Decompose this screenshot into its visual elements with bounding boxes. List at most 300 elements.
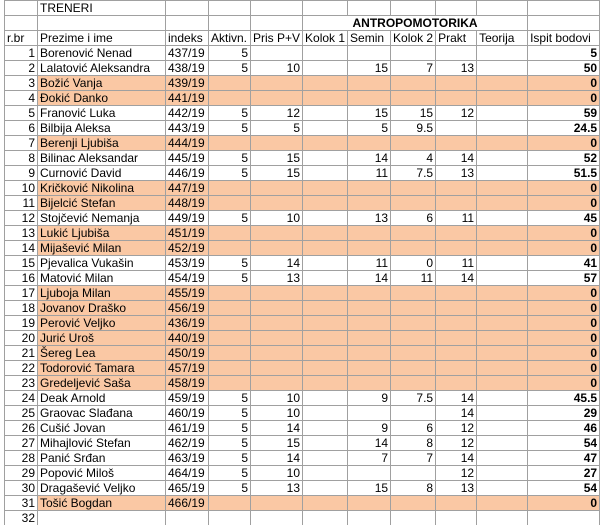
cell-pris[interactable]: [251, 46, 303, 61]
cell-prakt[interactable]: [436, 286, 477, 301]
cell-kolok2[interactable]: 8: [391, 481, 436, 496]
cell-pris[interactable]: 12: [251, 106, 303, 121]
cell-indeks[interactable]: 437/19: [166, 46, 209, 61]
cell-kolok1[interactable]: [303, 211, 348, 226]
cell-kolok2[interactable]: 7: [391, 451, 436, 466]
cell-kolok1[interactable]: [303, 316, 348, 331]
cell-pris[interactable]: [251, 361, 303, 376]
cell-aktivn[interactable]: [209, 346, 251, 361]
cell-indeks[interactable]: 440/19: [166, 331, 209, 346]
cell-name[interactable]: Panić Srđan: [38, 451, 166, 466]
cell[interactable]: [477, 1, 528, 16]
cell[interactable]: [436, 511, 477, 525]
cell-indeks[interactable]: 447/19: [166, 181, 209, 196]
cell-teorija[interactable]: [477, 376, 528, 391]
cell-rbr[interactable]: 22: [5, 361, 38, 376]
cell-name[interactable]: Đokić Danko: [38, 91, 166, 106]
cell-pris[interactable]: [251, 181, 303, 196]
cell-aktivn[interactable]: [209, 226, 251, 241]
cell-indeks[interactable]: 464/19: [166, 466, 209, 481]
cell-semin[interactable]: [348, 76, 391, 91]
cell-kolok1[interactable]: [303, 421, 348, 436]
cell-ispit[interactable]: 54: [528, 436, 600, 451]
cell-indeks[interactable]: 460/19: [166, 406, 209, 421]
cell-name[interactable]: Mijašević Milan: [38, 241, 166, 256]
cell-aktivn[interactable]: 5: [209, 391, 251, 406]
cell-teorija[interactable]: [477, 241, 528, 256]
cell-teorija[interactable]: [477, 331, 528, 346]
cell-indeks[interactable]: 459/19: [166, 391, 209, 406]
cell-kolok1[interactable]: [303, 361, 348, 376]
cell-semin[interactable]: 7: [348, 451, 391, 466]
cell[interactable]: [348, 511, 391, 525]
cell-kolok2[interactable]: 9.5: [391, 121, 436, 136]
cell-ispit[interactable]: 0: [528, 196, 600, 211]
cell-pris[interactable]: [251, 241, 303, 256]
cell-semin[interactable]: 15: [348, 61, 391, 76]
cell-aktivn[interactable]: [209, 316, 251, 331]
cell-teorija[interactable]: [477, 61, 528, 76]
cell-semin[interactable]: 14: [348, 271, 391, 286]
cell[interactable]: [166, 16, 209, 31]
header-prakt[interactable]: Prakt: [436, 31, 477, 46]
cell-aktivn[interactable]: 5: [209, 466, 251, 481]
cell-teorija[interactable]: [477, 136, 528, 151]
cell-prakt[interactable]: [436, 91, 477, 106]
cell-indeks[interactable]: 436/19: [166, 316, 209, 331]
cell-kolok1[interactable]: [303, 136, 348, 151]
cell-prakt[interactable]: 11: [436, 256, 477, 271]
cell-semin[interactable]: [348, 316, 391, 331]
cell-kolok1[interactable]: [303, 331, 348, 346]
cell-kolok1[interactable]: [303, 346, 348, 361]
cell-semin[interactable]: [348, 361, 391, 376]
cell-indeks[interactable]: 438/19: [166, 61, 209, 76]
cell[interactable]: [528, 16, 600, 31]
cell-prakt[interactable]: [436, 196, 477, 211]
cell-semin[interactable]: 9: [348, 421, 391, 436]
cell-kolok1[interactable]: [303, 46, 348, 61]
cell-indeks[interactable]: 439/19: [166, 76, 209, 91]
cell-name[interactable]: Dragašević Veljko: [38, 481, 166, 496]
cell-name[interactable]: Pjevalica Vukašin: [38, 256, 166, 271]
cell-aktivn[interactable]: [209, 331, 251, 346]
cell-pris[interactable]: 5: [251, 121, 303, 136]
cell-semin[interactable]: [348, 466, 391, 481]
cell-aktivn[interactable]: [209, 496, 251, 511]
cell-kolok2[interactable]: [391, 196, 436, 211]
cell-rbr[interactable]: 4: [5, 91, 38, 106]
cell[interactable]: [391, 1, 436, 16]
cell-kolok1[interactable]: [303, 256, 348, 271]
cell-ispit[interactable]: 0: [528, 286, 600, 301]
cell-teorija[interactable]: [477, 271, 528, 286]
cell-kolok2[interactable]: [391, 361, 436, 376]
cell-rbr[interactable]: 7: [5, 136, 38, 151]
cell-aktivn[interactable]: [209, 76, 251, 91]
cell-rbr[interactable]: 10: [5, 181, 38, 196]
cell-kolok2[interactable]: 0: [391, 256, 436, 271]
cell-aktivn[interactable]: 5: [209, 121, 251, 136]
cell-ispit[interactable]: 47: [528, 451, 600, 466]
cell-indeks[interactable]: 465/19: [166, 481, 209, 496]
cell-kolok1[interactable]: [303, 466, 348, 481]
cell-kolok1[interactable]: [303, 376, 348, 391]
cell-semin[interactable]: [348, 226, 391, 241]
cell-teorija[interactable]: [477, 196, 528, 211]
cell-indeks[interactable]: 448/19: [166, 196, 209, 211]
cell-ispit[interactable]: 57: [528, 271, 600, 286]
cell-rbr[interactable]: 8: [5, 151, 38, 166]
cell-ispit[interactable]: 29: [528, 406, 600, 421]
cell-aktivn[interactable]: [209, 286, 251, 301]
cell-rbr[interactable]: 13: [5, 226, 38, 241]
cell-aktivn[interactable]: [209, 241, 251, 256]
cell-kolok1[interactable]: [303, 406, 348, 421]
cell-pris[interactable]: 10: [251, 406, 303, 421]
cell-kolok1[interactable]: [303, 481, 348, 496]
cell-aktivn[interactable]: 5: [209, 256, 251, 271]
cell-rbr[interactable]: 9: [5, 166, 38, 181]
treneri-label[interactable]: TRENERI: [38, 1, 166, 16]
cell-kolok1[interactable]: [303, 496, 348, 511]
cell-ispit[interactable]: 50: [528, 61, 600, 76]
cell-rbr[interactable]: 14: [5, 241, 38, 256]
cell-kolok2[interactable]: [391, 406, 436, 421]
cell-name[interactable]: Curnović David: [38, 166, 166, 181]
cell-kolok2[interactable]: 11: [391, 271, 436, 286]
cell-kolok1[interactable]: [303, 436, 348, 451]
cell[interactable]: [303, 1, 348, 16]
cell-aktivn[interactable]: [209, 181, 251, 196]
cell-teorija[interactable]: [477, 91, 528, 106]
cell-rbr[interactable]: 26: [5, 421, 38, 436]
cell-indeks[interactable]: 446/19: [166, 166, 209, 181]
cell-prakt[interactable]: [436, 331, 477, 346]
cell-ispit[interactable]: 45.5: [528, 391, 600, 406]
cell-kolok1[interactable]: [303, 241, 348, 256]
cell-pris[interactable]: [251, 136, 303, 151]
cell-name[interactable]: Franović Luka: [38, 106, 166, 121]
cell-kolok2[interactable]: [391, 46, 436, 61]
cell-ispit[interactable]: 0: [528, 346, 600, 361]
cell-semin[interactable]: [348, 181, 391, 196]
cell-indeks[interactable]: 462/19: [166, 436, 209, 451]
cell-prakt[interactable]: [436, 76, 477, 91]
cell-teorija[interactable]: [477, 301, 528, 316]
cell-kolok2[interactable]: [391, 316, 436, 331]
cell-name[interactable]: Ljuboja Milan: [38, 286, 166, 301]
cell-teorija[interactable]: [477, 106, 528, 121]
cell-pris[interactable]: [251, 76, 303, 91]
cell[interactable]: [5, 16, 38, 31]
cell-kolok2[interactable]: [391, 226, 436, 241]
cell-teorija[interactable]: [477, 211, 528, 226]
cell-indeks[interactable]: 457/19: [166, 361, 209, 376]
cell-prakt[interactable]: [436, 241, 477, 256]
cell-indeks[interactable]: 442/19: [166, 106, 209, 121]
cell-prakt[interactable]: 13: [436, 61, 477, 76]
cell-aktivn[interactable]: [209, 361, 251, 376]
cell-kolok1[interactable]: [303, 91, 348, 106]
cell-aktivn[interactable]: [209, 91, 251, 106]
cell[interactable]: [251, 511, 303, 525]
cell-teorija[interactable]: [477, 256, 528, 271]
cell-name[interactable]: Tošić Bogdan: [38, 496, 166, 511]
cell-pris[interactable]: [251, 496, 303, 511]
cell-ispit[interactable]: 59: [528, 106, 600, 121]
cell-aktivn[interactable]: [209, 301, 251, 316]
cell-aktivn[interactable]: 5: [209, 106, 251, 121]
cell[interactable]: [38, 16, 166, 31]
cell-ispit[interactable]: 0: [528, 316, 600, 331]
cell-name[interactable]: Mihajlović Stefan: [38, 436, 166, 451]
cell-kolok1[interactable]: [303, 391, 348, 406]
cell-pris[interactable]: 13: [251, 481, 303, 496]
cell-kolok2[interactable]: 6: [391, 211, 436, 226]
cell-kolok2[interactable]: [391, 76, 436, 91]
cell-kolok1[interactable]: [303, 181, 348, 196]
cell-rbr[interactable]: 24: [5, 391, 38, 406]
cell-indeks[interactable]: 454/19: [166, 271, 209, 286]
cell-aktivn[interactable]: 5: [209, 211, 251, 226]
cell-aktivn[interactable]: 5: [209, 61, 251, 76]
cell-rbr[interactable]: 27: [5, 436, 38, 451]
cell-kolok2[interactable]: [391, 376, 436, 391]
cell-ispit[interactable]: 5: [528, 46, 600, 61]
header-indeks[interactable]: indeks: [166, 31, 209, 46]
cell-semin[interactable]: 15: [348, 481, 391, 496]
cell-kolok1[interactable]: [303, 76, 348, 91]
cell-prakt[interactable]: 12: [436, 436, 477, 451]
cell-semin[interactable]: [348, 241, 391, 256]
cell-ispit[interactable]: 0: [528, 76, 600, 91]
cell-kolok1[interactable]: [303, 301, 348, 316]
cell-prakt[interactable]: 14: [436, 406, 477, 421]
cell-ispit[interactable]: 0: [528, 361, 600, 376]
cell-rbr[interactable]: 6: [5, 121, 38, 136]
cell-teorija[interactable]: [477, 436, 528, 451]
cell-rbr[interactable]: 3: [5, 76, 38, 91]
cell-indeks[interactable]: 463/19: [166, 451, 209, 466]
cell-rbr[interactable]: 5: [5, 106, 38, 121]
cell-teorija[interactable]: [477, 46, 528, 61]
cell-ispit[interactable]: 0: [528, 241, 600, 256]
cell-pris[interactable]: 14: [251, 421, 303, 436]
cell-kolok2[interactable]: 8: [391, 436, 436, 451]
cell-aktivn[interactable]: 5: [209, 271, 251, 286]
cell-kolok1[interactable]: [303, 106, 348, 121]
cell-kolok2[interactable]: 7: [391, 61, 436, 76]
cell-kolok1[interactable]: [303, 196, 348, 211]
cell-aktivn[interactable]: [209, 136, 251, 151]
cell-pris[interactable]: 14: [251, 451, 303, 466]
cell-semin[interactable]: [348, 91, 391, 106]
cell-pris[interactable]: 14: [251, 256, 303, 271]
cell-aktivn[interactable]: 5: [209, 166, 251, 181]
cell-prakt[interactable]: 14: [436, 151, 477, 166]
cell[interactable]: [528, 1, 600, 16]
cell-ispit[interactable]: 46: [528, 421, 600, 436]
cell-name[interactable]: Stojčević Nemanja: [38, 211, 166, 226]
cell-rbr[interactable]: 18: [5, 301, 38, 316]
cell-kolok1[interactable]: [303, 151, 348, 166]
cell-rbr[interactable]: 25: [5, 406, 38, 421]
header-ispit[interactable]: Ispit bodovi: [528, 31, 600, 46]
cell-prakt[interactable]: [436, 301, 477, 316]
cell-indeks[interactable]: 466/19: [166, 496, 209, 511]
cell-teorija[interactable]: [477, 181, 528, 196]
cell-kolok1[interactable]: [303, 271, 348, 286]
cell-pris[interactable]: 13: [251, 271, 303, 286]
cell-semin[interactable]: 11: [348, 256, 391, 271]
cell-kolok2[interactable]: 7.5: [391, 391, 436, 406]
header-aktivn[interactable]: Aktivn.: [209, 31, 251, 46]
cell[interactable]: [38, 511, 166, 525]
cell[interactable]: [348, 1, 391, 16]
cell-aktivn[interactable]: 5: [209, 406, 251, 421]
header-name[interactable]: Prezime i ime: [38, 31, 166, 46]
cell-teorija[interactable]: [477, 286, 528, 301]
cell-teorija[interactable]: [477, 346, 528, 361]
cell-name[interactable]: Cušić Jovan: [38, 421, 166, 436]
cell-name[interactable]: Graovac Slađana: [38, 406, 166, 421]
cell-semin[interactable]: [348, 46, 391, 61]
cell[interactable]: [436, 1, 477, 16]
cell-name[interactable]: Perović Veljko: [38, 316, 166, 331]
cell-aktivn[interactable]: 5: [209, 421, 251, 436]
cell-name[interactable]: Lalatović Aleksandra: [38, 61, 166, 76]
cell-name[interactable]: Borenović Nenad: [38, 46, 166, 61]
cell-rbr[interactable]: 28: [5, 451, 38, 466]
cell-name[interactable]: Kričković Nikolina: [38, 181, 166, 196]
cell-kolok2[interactable]: [391, 136, 436, 151]
cell[interactable]: [251, 16, 303, 31]
cell-teorija[interactable]: [477, 391, 528, 406]
header-pris[interactable]: Pris P+V: [251, 31, 303, 46]
cell-pris[interactable]: 10: [251, 391, 303, 406]
cell-kolok1[interactable]: [303, 286, 348, 301]
cell-indeks[interactable]: 458/19: [166, 376, 209, 391]
cell-indeks[interactable]: 455/19: [166, 286, 209, 301]
cell-teorija[interactable]: [477, 451, 528, 466]
cell-kolok2[interactable]: 4: [391, 151, 436, 166]
cell-semin[interactable]: [348, 346, 391, 361]
cell-ispit[interactable]: 54: [528, 481, 600, 496]
cell-ispit[interactable]: 0: [528, 301, 600, 316]
cell[interactable]: [166, 1, 209, 16]
cell-pris[interactable]: [251, 331, 303, 346]
cell-semin[interactable]: 5: [348, 121, 391, 136]
cell-aktivn[interactable]: 5: [209, 481, 251, 496]
cell-prakt[interactable]: [436, 181, 477, 196]
cell-teorija[interactable]: [477, 226, 528, 241]
cell-kolok2[interactable]: [391, 496, 436, 511]
cell-teorija[interactable]: [477, 496, 528, 511]
cell-indeks[interactable]: 453/19: [166, 256, 209, 271]
cell-rbr[interactable]: 2: [5, 61, 38, 76]
cell-name[interactable]: Jurić Uroš: [38, 331, 166, 346]
header-kolok1[interactable]: Kolok 1: [303, 31, 348, 46]
cell-semin[interactable]: [348, 331, 391, 346]
cell-teorija[interactable]: [477, 166, 528, 181]
cell-name[interactable]: Bijelcić Stefan: [38, 196, 166, 211]
cell-ispit[interactable]: 51.5: [528, 166, 600, 181]
cell-rbr[interactable]: 31: [5, 496, 38, 511]
cell-teorija[interactable]: [477, 316, 528, 331]
cell-prakt[interactable]: [436, 361, 477, 376]
header-rbr[interactable]: r.br: [5, 31, 38, 46]
cell-kolok1[interactable]: [303, 61, 348, 76]
cell-kolok2[interactable]: [391, 181, 436, 196]
cell-teorija[interactable]: [477, 481, 528, 496]
cell-name[interactable]: Deak Arnold: [38, 391, 166, 406]
cell-pris[interactable]: [251, 196, 303, 211]
cell-kolok2[interactable]: [391, 466, 436, 481]
cell-pris[interactable]: 15: [251, 436, 303, 451]
cell-prakt[interactable]: 14: [436, 451, 477, 466]
cell-semin[interactable]: [348, 196, 391, 211]
cell-semin[interactable]: [348, 286, 391, 301]
cell-semin[interactable]: 13: [348, 211, 391, 226]
cell-prakt[interactable]: [436, 376, 477, 391]
cell-name[interactable]: Šereg Lea: [38, 346, 166, 361]
cell-prakt[interactable]: 12: [436, 466, 477, 481]
cell-rbr[interactable]: 20: [5, 331, 38, 346]
cell[interactable]: [391, 511, 436, 525]
cell-semin[interactable]: 9: [348, 391, 391, 406]
cell-prakt[interactable]: 13: [436, 166, 477, 181]
cell-rbr[interactable]: 16: [5, 271, 38, 286]
cell-name[interactable]: Matović Milan: [38, 271, 166, 286]
cell-indeks[interactable]: 456/19: [166, 301, 209, 316]
cell-prakt[interactable]: [436, 46, 477, 61]
cell-prakt[interactable]: [436, 496, 477, 511]
cell[interactable]: [166, 511, 209, 525]
cell-pris[interactable]: [251, 346, 303, 361]
cell-aktivn[interactable]: 5: [209, 46, 251, 61]
cell-rbr[interactable]: 12: [5, 211, 38, 226]
cell-semin[interactable]: 14: [348, 436, 391, 451]
cell-name[interactable]: Jovanov Draško: [38, 301, 166, 316]
cell-pris[interactable]: [251, 316, 303, 331]
cell-pris[interactable]: 15: [251, 166, 303, 181]
cell-kolok2[interactable]: [391, 331, 436, 346]
cell-name[interactable]: Todorović Tamara: [38, 361, 166, 376]
cell-indeks[interactable]: 444/19: [166, 136, 209, 151]
cell-pris[interactable]: 10: [251, 211, 303, 226]
cell-indeks[interactable]: 461/19: [166, 421, 209, 436]
cell-name[interactable]: Gredeljević Saša: [38, 376, 166, 391]
cell-semin[interactable]: 11: [348, 166, 391, 181]
cell-teorija[interactable]: [477, 466, 528, 481]
cell-ispit[interactable]: 0: [528, 136, 600, 151]
cell-indeks[interactable]: 443/19: [166, 121, 209, 136]
cell-rbr[interactable]: 11: [5, 196, 38, 211]
cell-name[interactable]: Popović Miloš: [38, 466, 166, 481]
cell-rbr[interactable]: 23: [5, 376, 38, 391]
cell-ispit[interactable]: 0: [528, 376, 600, 391]
cell-prakt[interactable]: 14: [436, 391, 477, 406]
cell-ispit[interactable]: 41: [528, 256, 600, 271]
cell-kolok2[interactable]: [391, 346, 436, 361]
cell-indeks[interactable]: 451/19: [166, 226, 209, 241]
cell-indeks[interactable]: 441/19: [166, 91, 209, 106]
cell-name[interactable]: Bilbija Aleksa: [38, 121, 166, 136]
cell[interactable]: [5, 1, 38, 16]
cell-name[interactable]: Božić Vanja: [38, 76, 166, 91]
cell-kolok1[interactable]: [303, 226, 348, 241]
